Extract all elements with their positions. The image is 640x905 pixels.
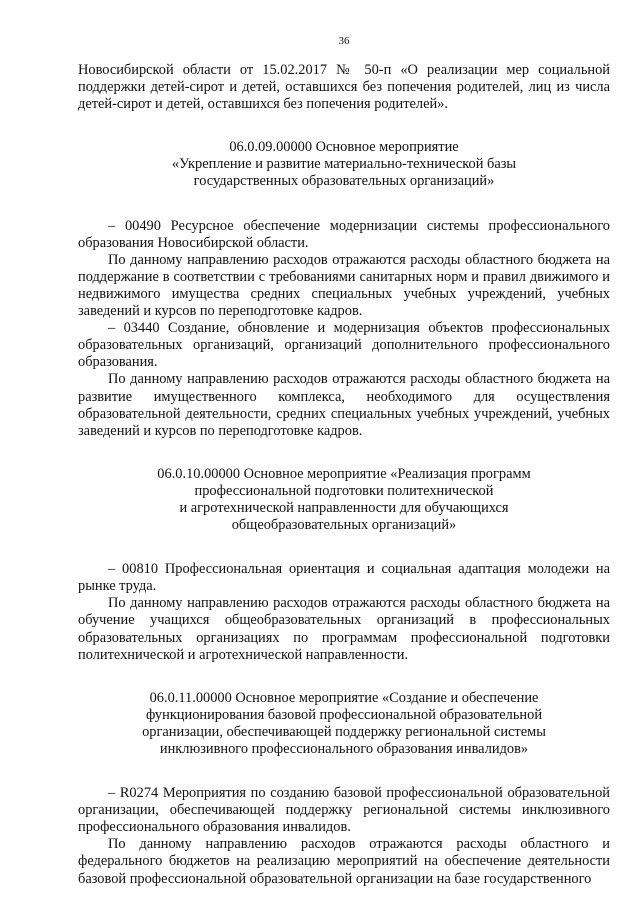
paragraph-r0274: – R0274 Мероприятия по созданию базовой профессиональной образовательной организации, обеспечивающей поддержку региональной системы инклюзивного профессионального образования инвалидов. bbox=[78, 785, 610, 836]
heading-line: профессиональной подготовки политехнической bbox=[194, 482, 494, 499]
paragraph-00490-description: По данному направлению расходов отражаются расходы областного бюджета на поддержание в соответствии с требованиями санитарных норм и правил движимого и недвижимого имущества средних специальных учебных учреждений, учебных заведений и курсов по переподготовке кадров. bbox=[78, 251, 610, 320]
heading-line: 06.0.11.00000 Основное мероприятие «Создание и обеспечение bbox=[149, 689, 539, 706]
section-heading-06-0-10 bbox=[78, 466, 610, 534]
heading-line: «Укрепление и развитие материально-технической базы bbox=[171, 156, 517, 173]
heading-line: инклюзивного профессионального образования инвалидов» bbox=[159, 741, 529, 757]
heading-line: государственных образовательных организаций» bbox=[193, 173, 495, 190]
intro-paragraph: Новосибирской области от 15.02.2017 № 50-п «О реализации мер социальной поддержки детей-сирот и детей, оставшихся без попечения родителей, лиц из числа детей-сирот и детей, оставшихся без попечения родителей». bbox=[78, 62, 610, 113]
paragraph-03440: – 03440 Создание, обновление и модернизация объектов профессиональных образовательных организаций, организаций дополнительного профессионального образования. bbox=[78, 320, 610, 371]
section-heading-06-0-09 bbox=[78, 139, 610, 190]
heading-line: организации, обеспечивающей поддержку региональной системы bbox=[142, 723, 546, 740]
paragraph-00490: – 00490 Ресурсное обеспечение модернизации системы профессионального образования Новосибирской области. bbox=[78, 217, 610, 251]
paragraph-r0274-description: По данному направлению расходов отражаются расходы областного и федерального бюджетов на реализацию мероприятий на обеспечение деятельности базовой профессиональной образовательной организации на базе государственного bbox=[78, 836, 610, 887]
heading-line: общеобразовательных организаций» bbox=[231, 517, 457, 534]
paragraph-00810-description: По данному направлению расходов отражаются расходы областного бюджета на обучение учащихся общеобразовательных организаций в профессиональных образовательных организациях по программам профессиональной подготовки политехнической и агротехнической направленности. bbox=[78, 595, 610, 663]
heading-line: функционирования базовой профессиональной образовательной bbox=[145, 706, 543, 723]
heading-line: и агротехнической направленности для обучающихся bbox=[179, 499, 509, 516]
section-heading-06-0-11 bbox=[78, 690, 610, 758]
heading-line: 06.0.10.00000 Основное мероприятие «Реализация программ bbox=[157, 465, 531, 482]
paragraph-03440-description: По данному направлению расходов отражаются расходы областного бюджета на развитие имущественного комплекса, необходимого для осуществления образовательной деятельности, средних специальных учебных учреждений, учебных заведений и курсов по переподготовке кадров. bbox=[78, 371, 610, 439]
page-number: 36 bbox=[338, 35, 350, 47]
document-page bbox=[78, 34, 610, 888]
heading-line: 06.0.09.00000 Основное мероприятие bbox=[229, 139, 459, 156]
paragraph-00810: – 00810 Профессиональная ориентация и социальная адаптация молодежи на рынке труда. bbox=[78, 561, 610, 595]
